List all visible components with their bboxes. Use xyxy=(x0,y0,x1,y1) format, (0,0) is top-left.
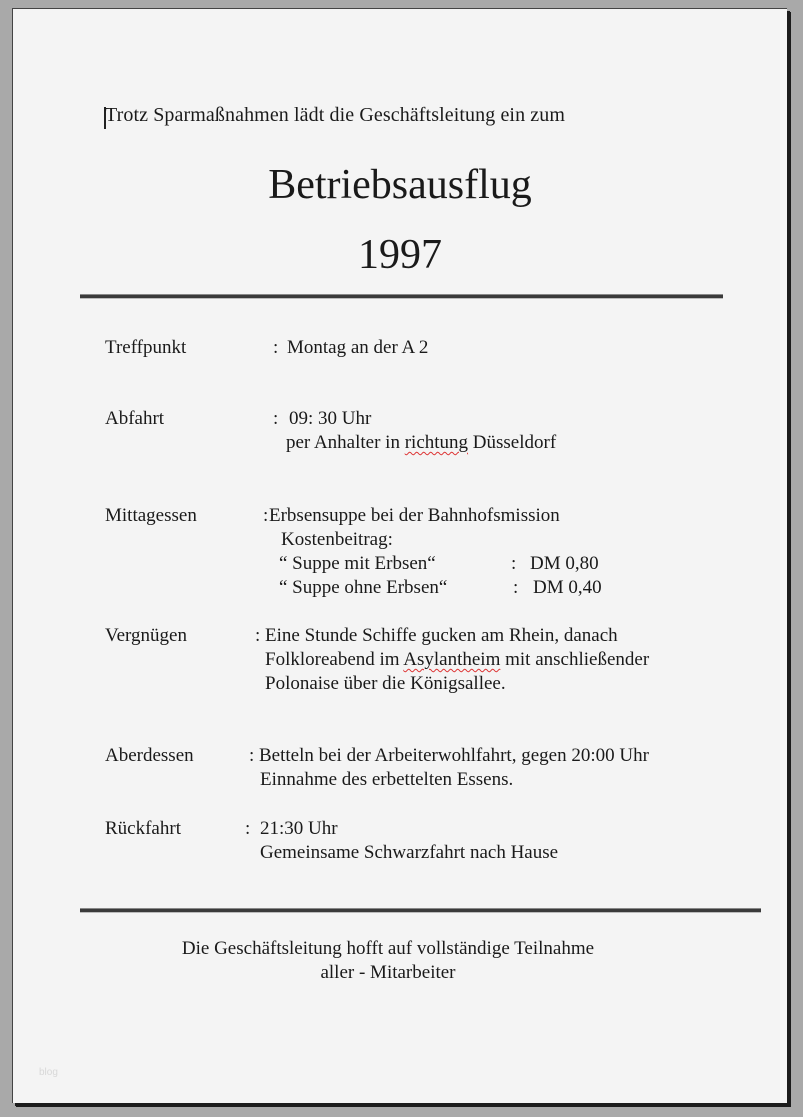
footer-line-2: aller - Mitarbeiter xyxy=(320,962,456,983)
colon: : xyxy=(255,625,261,646)
label-abfahrt: Abfahrt xyxy=(105,408,165,429)
text: Folkloreabend im xyxy=(265,649,404,670)
value-aberdessen-2: Einnahme des erbettelten Essens. xyxy=(260,769,514,790)
value-abfahrt-time: 09: 30 Uhr xyxy=(289,408,372,429)
value-vergnuegen-2 xyxy=(265,649,649,671)
value-vergnuegen-1: Eine Stunde Schiffe gucken am Rhein, danach xyxy=(265,625,618,646)
colon: : xyxy=(273,408,279,429)
value-kostenbeitrag: Kostenbeitrag: xyxy=(281,529,393,550)
spellcheck-flagged-word[interactable]: richtung xyxy=(404,432,469,453)
label-treffpunkt: Treffpunkt xyxy=(105,337,187,358)
value-mittagessen: Erbsensuppe bei der Bahnhofsmission xyxy=(269,505,560,526)
watermark: blog xyxy=(39,1067,58,1078)
value-aberdessen-1: Betteln bei der Arbeiterwohlfahrt, gegen 20:00 Uhr xyxy=(259,745,649,766)
top-divider xyxy=(80,294,723,299)
text: Düsseldorf xyxy=(468,432,557,453)
value-rueckfahrt-1: 21:30 Uhr xyxy=(260,818,338,839)
document-year: 1997 xyxy=(358,232,442,278)
footer-line-1: Die Geschäftsleitung hofft auf vollständige Teilnahme xyxy=(181,938,595,959)
intro-line: Trotz Sparmaßnahmen lädt die Geschäftsleitung ein zum xyxy=(105,104,566,126)
price-value-mit: DM 0,80 xyxy=(530,553,599,574)
price-value-ohne: DM 0,40 xyxy=(533,577,602,598)
document-title: Betriebsausflug xyxy=(268,162,532,208)
text: per Anhalter in xyxy=(286,432,405,453)
colon: : xyxy=(263,505,269,526)
bottom-divider xyxy=(80,908,761,913)
price-sep: : xyxy=(513,577,519,598)
colon: : xyxy=(273,337,279,358)
price-sep: : xyxy=(511,553,517,574)
text: mit anschließender xyxy=(500,649,650,670)
value-abfahrt-route xyxy=(286,432,556,454)
value-rueckfahrt-2: Gemeinsame Schwarzfahrt nach Hause xyxy=(260,842,559,863)
label-aberdessen: Aberdessen xyxy=(105,745,194,766)
label-mittagessen: Mittagessen xyxy=(105,505,197,526)
colon: : xyxy=(249,745,255,766)
value-treffpunkt: Montag an der A 2 xyxy=(287,337,429,358)
price-item-ohne: “ Suppe ohne Erbsen“ xyxy=(279,577,448,598)
label-rueckfahrt: Rückfahrt xyxy=(105,818,181,839)
price-item-mit: “ Suppe mit Erbsen“ xyxy=(279,553,436,574)
colon: : xyxy=(245,818,251,839)
spellcheck-flagged-word[interactable]: Asylantheim xyxy=(403,649,501,670)
label-vergnuegen: Vergnügen xyxy=(105,625,187,646)
value-vergnuegen-3: Polonaise über die Königsallee. xyxy=(265,673,506,694)
document-page xyxy=(12,8,787,1103)
